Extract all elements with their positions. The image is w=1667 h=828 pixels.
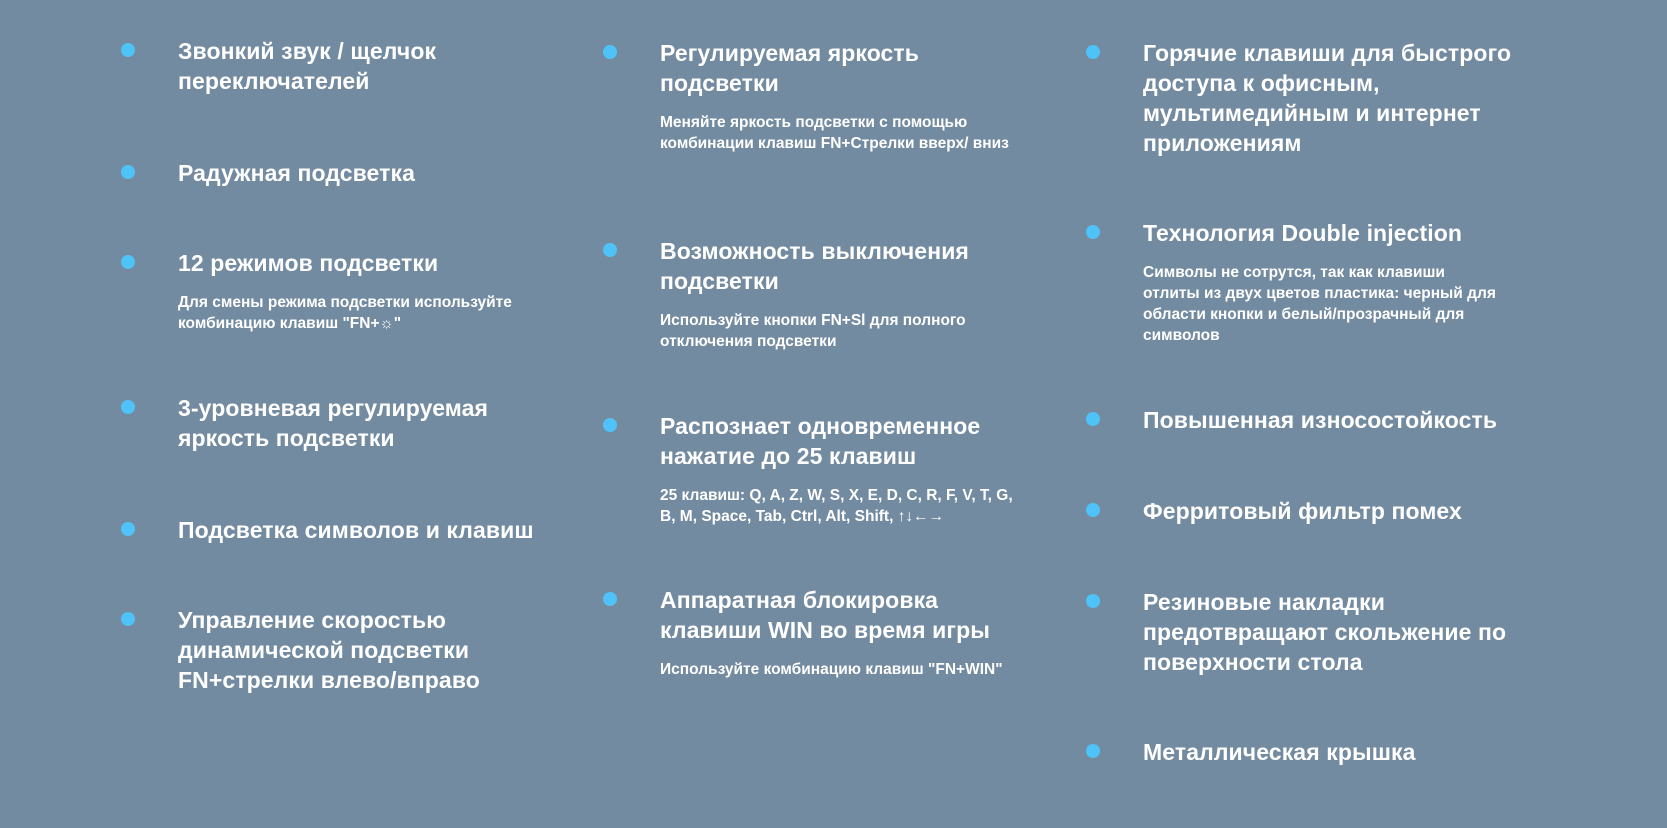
- feature-item: [178, 605, 503, 695]
- feature-title: Возможность выключения подсветки: [660, 238, 969, 294]
- bullet-icon: [1086, 503, 1100, 517]
- feature-title: Металлическая крышка: [1143, 739, 1416, 765]
- feature-item: [1143, 737, 1563, 767]
- bullet-icon: [121, 43, 135, 57]
- bullet-icon: [121, 400, 135, 414]
- bullet-icon: [603, 418, 617, 432]
- bullet-icon: [603, 243, 617, 257]
- feature-title: Радужная подсветка: [178, 160, 415, 186]
- bullet-icon: [1086, 225, 1100, 239]
- feature-item: [1143, 405, 1563, 435]
- feature-description: Для смены режима подсветки используйте комбинацию клавиш "FN+☼": [178, 294, 512, 332]
- bullet-icon: [1086, 45, 1100, 59]
- bullet-icon: [121, 255, 135, 269]
- bullet-icon: [1086, 412, 1100, 426]
- feature-item: [1143, 218, 1543, 346]
- feature-item: [660, 38, 1009, 154]
- feature-title: Горячие клавиши для быстрого доступа к офисным, мультимедийным и интернет приложениям: [1143, 40, 1512, 156]
- bullet-icon: [121, 612, 135, 626]
- feature-title: Аппаратная блокировка клавиши WIN во время игры: [660, 587, 990, 643]
- feature-item: [178, 158, 558, 188]
- feature-description: Меняйте яркость подсветки с помощью комбинации клавиш FN+Стрелки вверх/ вниз: [660, 114, 1009, 152]
- feature-item: [660, 236, 1000, 352]
- feature-title: Звонкий звук / щелчок переключателей: [178, 38, 437, 94]
- bullet-icon: [603, 592, 617, 606]
- feature-title: Технология Double injection: [1143, 220, 1463, 246]
- feature-title: Регулируемая яркость подсветки: [660, 40, 920, 96]
- feature-title: Ферритовый фильтр помех: [1143, 498, 1462, 524]
- bullet-icon: [603, 45, 617, 59]
- feature-title: 3-уровневая регулируемая яркость подсветки: [178, 395, 489, 451]
- feature-item: [178, 248, 558, 334]
- bullet-icon: [121, 165, 135, 179]
- feature-item: [1143, 496, 1563, 526]
- feature-item: [178, 393, 518, 453]
- feature-title: Управление скоростью динамической подсветки FN+стрелки влево/вправо: [178, 607, 480, 693]
- feature-title: Подсветка символов и клавиш: [178, 517, 534, 543]
- feature-description: Символы не сотрутся, так как клавиши отлиты из двух цветов пластика: черный для области кнопки и белый/прозрачный для символов: [1143, 264, 1496, 344]
- feature-item: [178, 515, 578, 545]
- bullet-icon: [121, 522, 135, 536]
- feature-item: [660, 411, 1013, 527]
- feature-item: [1143, 587, 1523, 677]
- feature-title: Распознает одновременное нажатие до 25 клавиш: [660, 413, 981, 469]
- feature-title: 12 режимов подсветки: [178, 250, 439, 276]
- feature-description: 25 клавиш: Q, A, Z, W, S, X, E, D, C, R, F, V, T, G, B, M, Space, Tab, Ctrl, Alt, Shift, ↑↓←→: [660, 487, 1013, 525]
- bullet-icon: [1086, 594, 1100, 608]
- feature-item: [178, 36, 478, 96]
- feature-title: Повышенная износостойкость: [1143, 407, 1498, 433]
- feature-title: Резиновые накладки предотвращают скольжение по поверхности стола: [1143, 589, 1507, 675]
- feature-item: [660, 585, 1020, 680]
- bullet-icon: [1086, 744, 1100, 758]
- feature-item: [1143, 38, 1523, 158]
- feature-description: Используйте кнопки FN+Sl для полного отключения подсветки: [660, 312, 966, 350]
- feature-description: Используйте комбинацию клавиш "FN+WIN": [660, 661, 1003, 678]
